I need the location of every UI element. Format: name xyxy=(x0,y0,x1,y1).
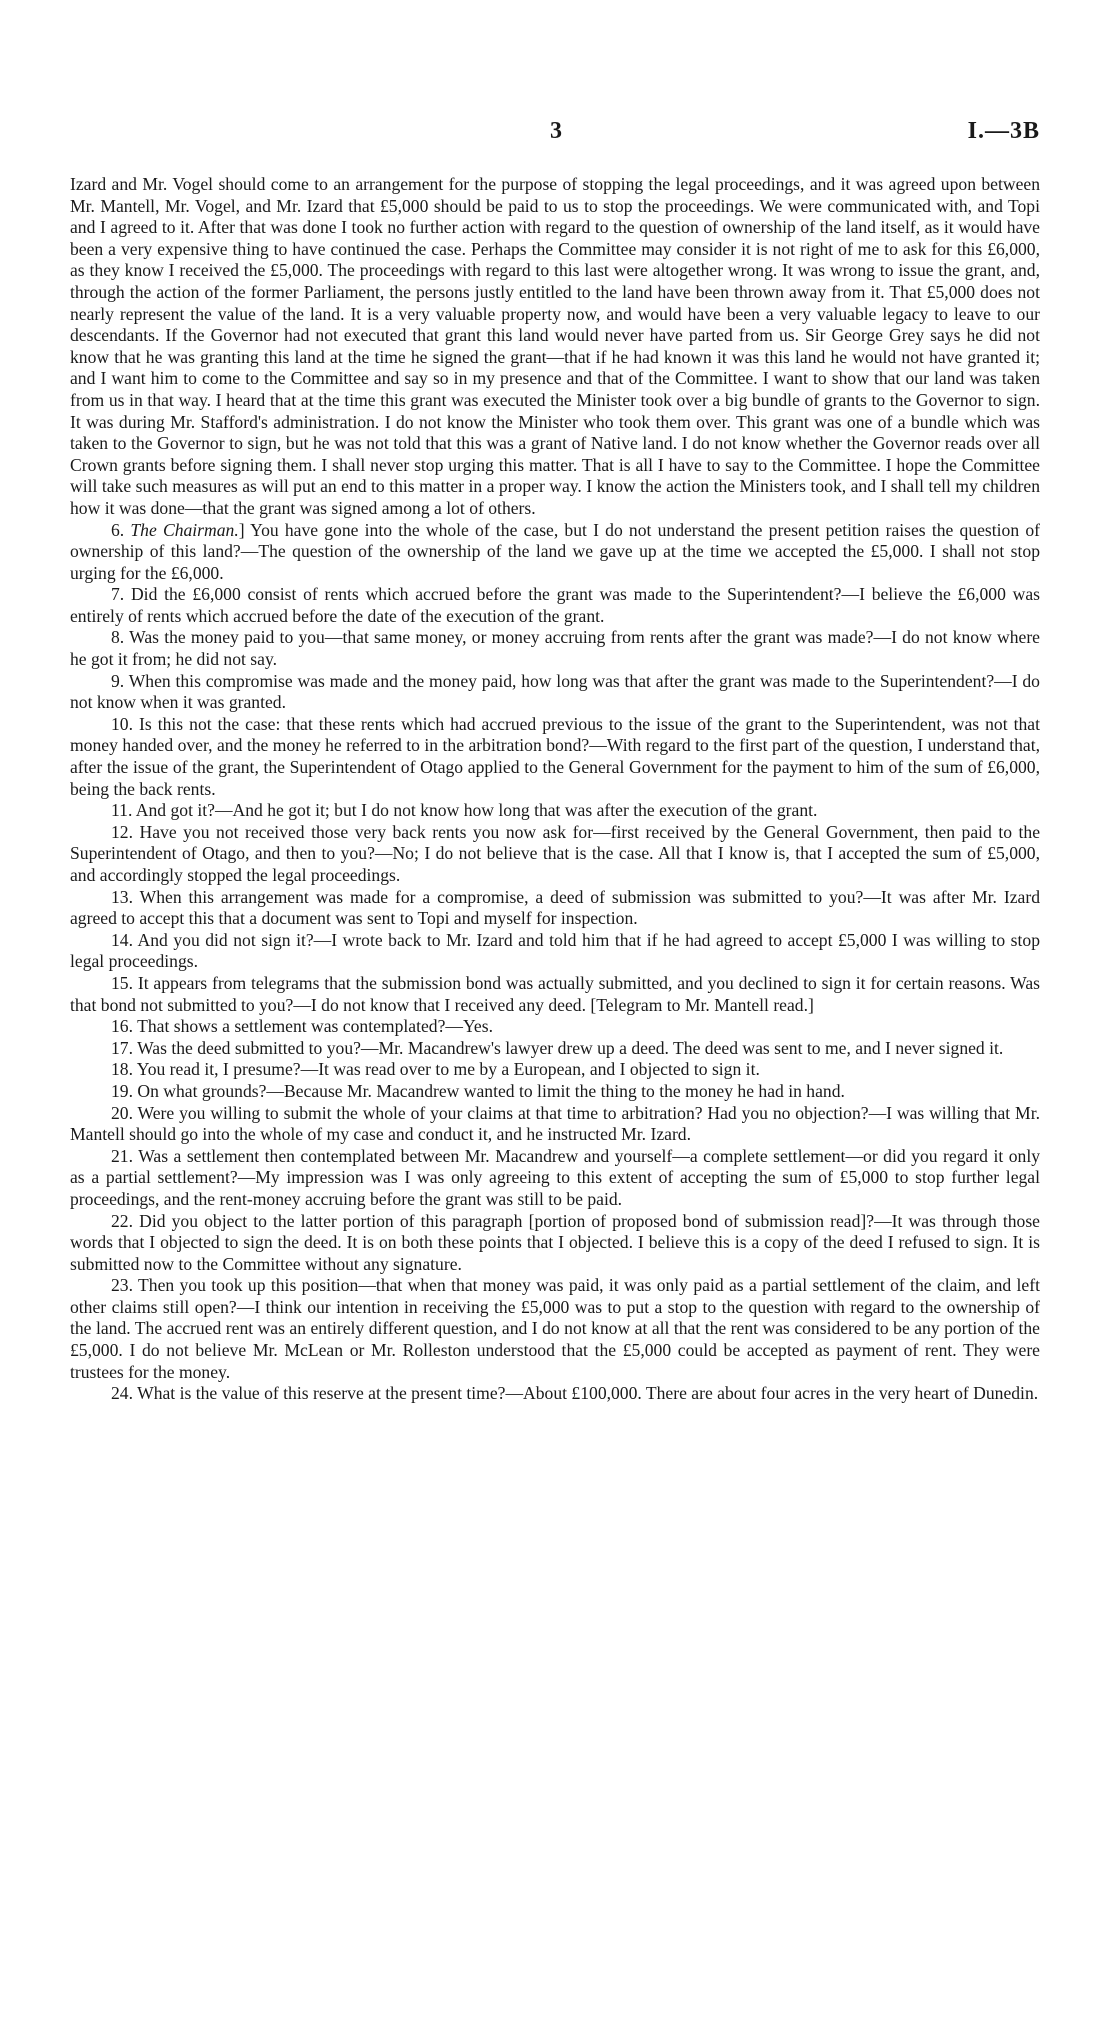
question-paragraph xyxy=(70,1103,1040,1146)
question-number: 21. xyxy=(111,1145,133,1166)
question-text: Did you object to the latter portion of this paragraph [portion of proposed bond of submission read]?—It was through those words that I objected to sign the deed. It is on both these points that I objected. I believe this is a copy of the deed I refused to sign. It is submitted now to the Committee without any signature. xyxy=(70,1210,1040,1274)
question-number: 23. xyxy=(111,1275,133,1296)
question-text: You read it, I presume?—It was read over to me by a European, and I objected to sign it. xyxy=(136,1059,760,1080)
question-number: 24. xyxy=(111,1383,133,1404)
question-number: 13. xyxy=(111,886,133,907)
question-paragraph xyxy=(70,1275,1040,1383)
question-text: Was a settlement then contemplated between Mr. Macandrew and yourself—a complete settlement—or did you regard it only as a partial settlement?—My impression was I was only agreeing to this extent of accepting the sum of £5,000 to stop further legal proceedings, and the rent-money accruing before the grant was still to be paid. xyxy=(70,1145,1041,1209)
question-number: 12. xyxy=(111,821,133,842)
question-text: Was the money paid to you—that same money, or money accruing from rents after the grant was made?—I do not know where he got it from; he did not say. xyxy=(70,627,1040,670)
question-number: 15. xyxy=(111,972,133,993)
question-text: Have you not received those very back rents you now ask for—first received by the General Government, then paid to the Superintendent of Otago, and then to you?—No; I do not believe that is the case. All that I know is, that I accepted the sum of £5,000, and accordingly stopped the legal proceedings. xyxy=(70,821,1040,885)
question-text: Did the £6,000 consist of rents which accrued before the grant was made to the Superintendent?—I believe the £6,000 was entirely of rents which accrued before the date of the execution of the grant. xyxy=(70,584,1040,626)
question-number: 16. xyxy=(111,1016,133,1037)
question-text: ] You have gone into the whole of the case, but I do not understand the present petition raises the question of ownership of this land?—The question of the ownership of the land we gave up at the time we accepted the £5,000. I shall not stop urging for the £6,000. xyxy=(70,519,1040,583)
document-reference: I.—3B xyxy=(967,118,1040,144)
opening-paragraph: Izard and Mr. Vogel should come to an arrangement for the purpose of stopping the legal proceedings, and it was agreed upon between Mr. Mantell, Mr. Vogel, and Mr. Izard that £5,000 should be paid to us to stop the proceedings. We were communicated with, and Topi and I agreed to it. After that was done I took no further action with regard to the question of ownership of the land itself, as it would have been a very expensive thing to have continued the case. Perhaps the Committee may consider it is not right of me to ask for this £6,000, as they know I received the £5,000. The proceedings with regard to this last were altogether wrong. It was wrong to issue the grant, and, through the action of the former Parliament, the persons justly entitled to the land have been thrown away from it. That £5,000 does not nearly represent the value of the land. It is a very valuable property now, and would have been a very valuable legacy to leave to our descendants. If the Governor had not executed that grant this land would never have parted from us. Sir George Grey says he did not know that he was granting this land at the time he signed the grant—that if he had known it was this land he would not have granted it; and I want him to come to the Committee and say so in my presence and that of the Committee. I want to show that our land was taken from us in that way. I heard that at the time this grant was executed the Minister took over a big bundle of grants to the Governor to sign. It was during Mr. Stafford's administration. I do not know the Minister who took them over. This grant was one of a bundle which was taken to the Governor to sign, but he was not told that this was a grant of Native land. I do not know whether the Governor reads over all Crown grants before signing them. I shall never stop urging this matter. That is all I have to say to the Committee. I hope the Committee will take such measures as will put an end to this matter in a proper way. I know the action the Ministers took, and I shall tell my children how it was done—that the grant was signed among a lot of others. xyxy=(70,174,1040,518)
page-header xyxy=(70,118,1040,148)
question-number: 19. xyxy=(111,1080,133,1101)
question-text: Is this not the case: that these rents which had accrued previous to the issue of the grant to the Superintendent, was not that money handed over, and the money he referred to in the arbitration bond?—With regard to the first part of the question, I understand that, after the issue of the grant, the Superintendent of Otago applied to the General Government for the payment to him of the sum of £6,000, being the back rents. xyxy=(70,713,1040,799)
question-text: Were you willing to submit the whole of your claims at that time to arbitration? Had you no objection?—I was willing that Mr. Mantell should go into the whole of my case and conduct it, and he instructed Mr. Izard. xyxy=(70,1102,1040,1145)
question-text: And you did not sign it?—I wrote back to Mr. Izard and told him that if he had agreed to accept £5,000 I was willing to stop legal proceedings. xyxy=(70,929,1040,972)
page-number: 3 xyxy=(550,118,562,144)
question-number: 11. xyxy=(111,800,133,821)
question-number: 7. xyxy=(111,584,125,605)
question-number: 8. xyxy=(111,627,125,648)
question-paragraph xyxy=(70,930,1040,973)
question-number: 22. xyxy=(111,1210,133,1231)
question-text: When this compromise was made and the money paid, how long was that after the grant was made to the Superintendent?—I do not know when it was granted. xyxy=(70,670,1040,713)
question-paragraph xyxy=(70,1146,1040,1211)
question-paragraph xyxy=(70,1211,1040,1276)
question-text: And got it?—And he got it; but I do not know how long that was after the execution of the grant. xyxy=(135,800,818,821)
question-text: That shows a settlement was contemplated?—Yes. xyxy=(137,1016,493,1037)
question-paragraph xyxy=(70,1383,1040,1405)
question-number: 17. xyxy=(111,1037,133,1058)
question-text: What is the value of this reserve at the present time?—About £100,000. There are about four acres in the very heart of Dunedin. xyxy=(137,1383,1039,1404)
question-text: Then you took up this position—that when that money was paid, it was only paid as a partial settlement of the claim, and left other claims still open?—I think our intention in receiving the £5,000 was to put a stop to the question with regard to the ownership of the land. The accrued rent was an entirely different question, and I do not know at all that the rent was considered to be any portion of the £5,000. I do not believe Mr. McLean or Mr. Rolleston understood that the £5,000 could be accepted as payment of rent. They were trustees for the money. xyxy=(70,1275,1040,1382)
question-text: When this arrangement was made for a compromise, a deed of submission was submitted to you?—It was after Mr. Izard agreed to accept this that a document was sent to Topi and myself for inspection. xyxy=(70,886,1040,929)
question-number: 18. xyxy=(111,1059,133,1080)
speaker-name: The Chairman. xyxy=(130,519,239,540)
question-number: 9. xyxy=(111,670,125,691)
question-paragraph xyxy=(70,1016,1040,1038)
question-number: 10. xyxy=(111,713,133,734)
question-text: It appears from telegrams that the submission bond was actually submitted, and you declined to sign it for certain reasons. Was that bond not submitted to you?—I do not know that I received any deed. [Telegram to Mr. Mantell read.] xyxy=(70,972,1040,1015)
question-paragraph xyxy=(70,1059,1040,1081)
question-number: 20. xyxy=(111,1102,133,1123)
question-paragraph xyxy=(70,584,1040,627)
question-paragraph xyxy=(70,973,1040,1016)
question-paragraph-6 xyxy=(70,520,1040,585)
question-text: Was the deed submitted to you?—Mr. Macandrew's lawyer drew up a deed. The deed was sent to me, and I never signed it. xyxy=(137,1037,1004,1058)
question-paragraph xyxy=(70,714,1040,800)
body-text xyxy=(70,174,1040,1405)
question-number: 6. xyxy=(111,519,125,540)
question-paragraph xyxy=(70,1038,1040,1060)
question-paragraph xyxy=(70,1081,1040,1103)
question-paragraph xyxy=(70,627,1040,670)
question-paragraph xyxy=(70,671,1040,714)
question-text: On what grounds?—Because Mr. Macandrew wanted to limit the thing to the money he had in hand. xyxy=(137,1080,845,1101)
question-number: 14. xyxy=(111,929,133,950)
question-paragraph xyxy=(70,822,1040,887)
question-paragraph xyxy=(70,887,1040,930)
question-paragraph xyxy=(70,800,1040,822)
